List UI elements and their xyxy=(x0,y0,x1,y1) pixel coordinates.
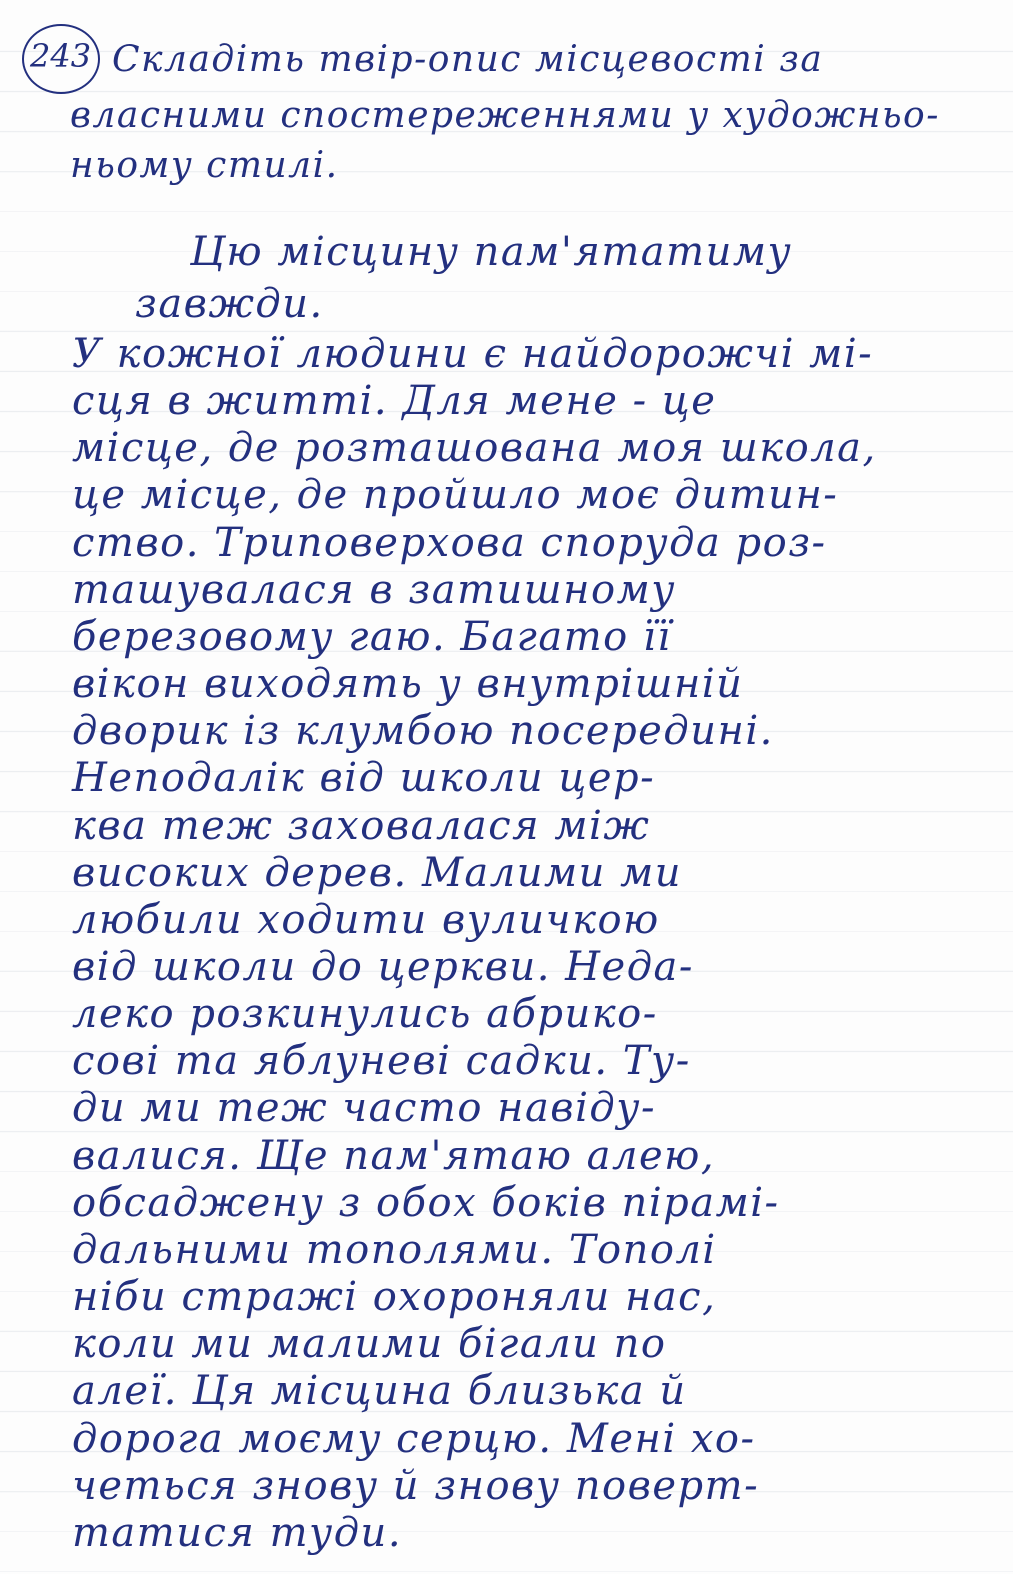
essay-line: ква теж заховалася між xyxy=(72,803,651,849)
essay-line: леко розкинулись абрико- xyxy=(72,991,658,1037)
essay-line: обсаджену з обох боків пірамі- xyxy=(72,1180,780,1226)
essay-line: дорога моєму серцю. Мені хо- xyxy=(72,1416,756,1462)
essay-line: місце, де розташована моя школа, xyxy=(72,425,877,471)
essay-line: Неподалік від школи цер- xyxy=(72,755,656,801)
essay-line: алеї. Ця місцина близька й xyxy=(72,1368,687,1414)
essay-line: високих дерев. Малими ми xyxy=(72,850,683,896)
essay-line: це місце, де пройшло моє дитин- xyxy=(72,472,839,518)
essay-line: дворик із клумбою посередині. xyxy=(72,708,774,754)
essay-line: ство. Триповерхова споруда роз- xyxy=(72,520,827,566)
essay-line: від школи до церкви. Неда- xyxy=(72,944,694,990)
essay-line: сця в житті. Для мене - це xyxy=(72,378,717,424)
essay-line: ташувалася в затишному xyxy=(72,567,676,613)
essay-line: четься знову й знову поверт- xyxy=(72,1463,760,1509)
essay-line: татися туди. xyxy=(72,1510,403,1556)
essay-line: сові та яблуневі садки. Ту- xyxy=(72,1038,691,1084)
essay-title-line-2: завжди. xyxy=(135,281,324,327)
essay-line: березовому гаю. Багато її xyxy=(72,614,672,660)
essay-line: валися. Ще пам'ятаю алею, xyxy=(72,1133,716,1179)
essay-line: ди ми теж часто навіду- xyxy=(72,1085,656,1131)
task-line-2: власними спостереженнями у художньо- xyxy=(70,95,940,136)
essay-line: любили ходити вуличкою xyxy=(72,897,660,943)
essay-line: вікон виходять у внутрішній xyxy=(72,661,744,707)
essay-line: У кожної людини є найдорожчі мі- xyxy=(72,331,874,377)
essay-line: ніби стражі охороняли нас, xyxy=(72,1274,717,1320)
essay-line: коли ми малими бігали по xyxy=(72,1321,667,1367)
essay-title-line-1: Цю місцину пам'ятатиму xyxy=(190,229,793,275)
essay-line: дальними тополями. Тополі xyxy=(72,1227,717,1273)
task-line-3: ньому стилі. xyxy=(70,145,339,186)
exercise-number: 243 xyxy=(30,37,92,75)
task-line-1: Складіть твір-опис місцевості за xyxy=(112,39,824,80)
